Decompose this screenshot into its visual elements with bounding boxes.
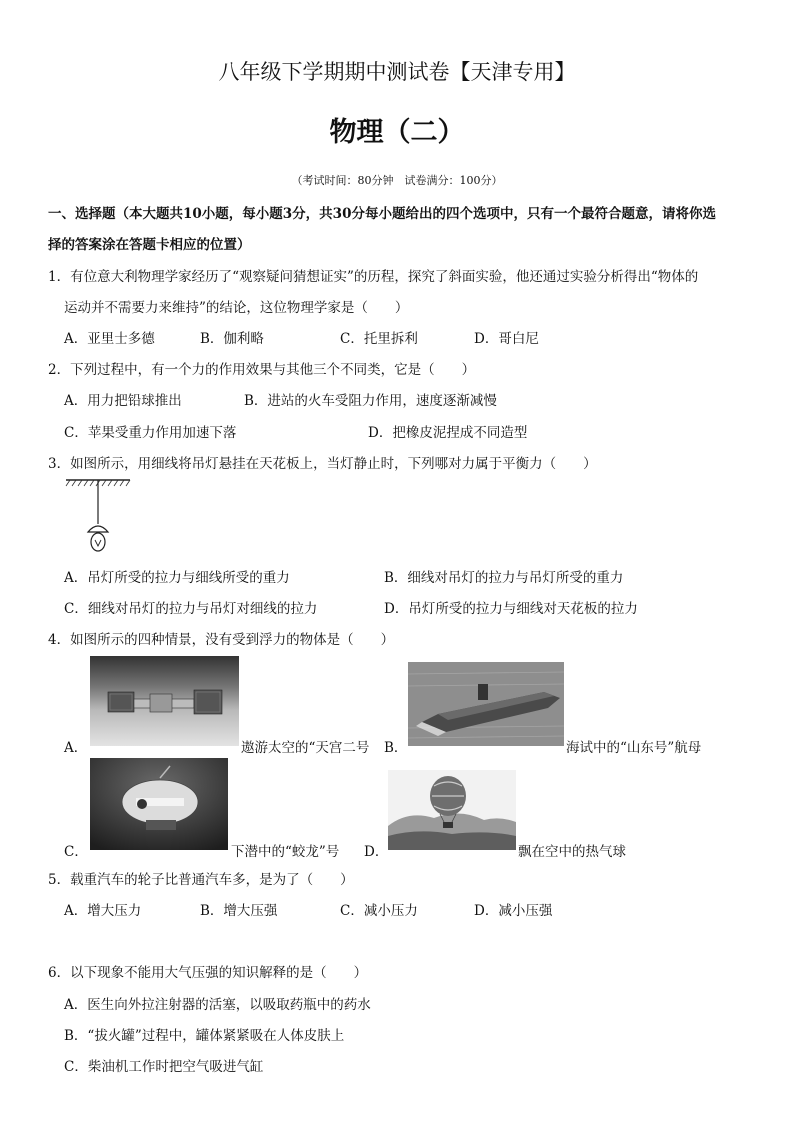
exam-info: （考试时间：80分钟 试卷满分：100分）: [291, 174, 503, 187]
q5-option-c: C．减小压力: [340, 903, 418, 919]
q4-stem: 4．如图所示的四种情景，没有受到浮力的物体是（ ）: [48, 632, 395, 648]
q6-option-c: C．柴油机工作时把空气吸进气缸: [64, 1059, 264, 1075]
q1-option-c: C．托里拆利: [340, 331, 418, 347]
q6-option-a: A．医生向外拉注射器的活塞，以吸取药瓶中的药水: [64, 997, 371, 1013]
q4-option-a-caption: 遨游太空的“天宫二号: [241, 740, 370, 756]
q5-option-a: A．增大压力: [64, 903, 142, 919]
q4-option-c-letter: C．: [64, 844, 88, 860]
q3-option-d: D．吊灯所受的拉力与细线对天花板的拉力: [384, 601, 638, 617]
exam-title: 八年级下学期期中测试卷【天津专用】: [218, 60, 576, 84]
q3-option-b: B．细线对吊灯的拉力与吊灯所受的重力: [384, 570, 624, 586]
q2-option-c: C．苹果受重力作用加速下落: [64, 425, 237, 441]
q5-stem: 5．载重汽车的轮子比普通汽车多，是为了（ ）: [48, 872, 354, 888]
q4-option-a-letter: A．: [64, 740, 88, 756]
exam-subtitle: 物理（二）: [329, 117, 465, 148]
space-station-photo: [90, 656, 239, 746]
q1-option-a: A．亚里士多德: [64, 331, 155, 347]
q1-stem-line2: 运动并不需要力来维持”的结论，这位物理学家是（ ）: [64, 300, 409, 316]
submersible-photo: [90, 758, 228, 850]
q1-option-d: D．哥白尼: [474, 331, 539, 347]
section-heading-line1: 一、选择题（本大题共10小题，每小题3分，共30分每小题给出的四个选项中，只有一个最符合题意，请将你选: [48, 206, 716, 222]
q6-stem: 6．以下现象不能用大气压强的知识解释的是（ ）: [48, 965, 368, 981]
section-heading-line2: 择的答案涂在答题卡相应的位置）: [48, 237, 251, 253]
q1-stem-line1: 1．有位意大利物理学家经历了“观察疑问猜想证实”的历程，探究了斜面实验，他还通过实验分析得出“物体的: [48, 269, 699, 285]
q6-option-b: B．“拔火罐”过程中，罐体紧紧吸在人体皮肤上: [64, 1028, 345, 1044]
q4-option-b-letter: B．: [384, 740, 408, 756]
q3-option-c: C．细线对吊灯的拉力与吊灯对细线的拉力: [64, 601, 318, 617]
q3-option-a: A．吊灯所受的拉力与细线所受的重力: [64, 570, 290, 586]
q4-option-d-caption: 飘在空中的热气球: [518, 844, 626, 860]
q2-option-d: D．把橡皮泥捏成不同造型: [368, 425, 528, 441]
q2-option-b: B．进站的火车受阻力作用，速度逐渐减慢: [244, 393, 497, 409]
aircraft-carrier-photo: [408, 662, 564, 746]
q2-option-a: A．用力把铅球推出: [64, 393, 182, 409]
hanging-lamp-figure: [64, 476, 136, 558]
q4-option-d-letter: D．: [364, 844, 389, 860]
q4-option-c-caption: 下潜中的“蛟龙”号: [231, 844, 340, 860]
q1-option-b: B．伽利略: [200, 331, 264, 347]
q2-stem: 2．下列过程中，有一个力的作用效果与其他三个不同类，它是（ ）: [48, 362, 476, 378]
q3-stem: 3．如图所示，用细线将吊灯悬挂在天花板上，当灯静止时，下列哪对力属于平衡力（ ）: [48, 456, 597, 472]
q4-option-b-caption: 海试中的“山东号”航母: [566, 740, 702, 756]
q5-option-d: D．减小压强: [474, 903, 553, 919]
q5-option-b: B．增大压强: [200, 903, 278, 919]
hot-air-balloon-photo: [388, 770, 516, 850]
